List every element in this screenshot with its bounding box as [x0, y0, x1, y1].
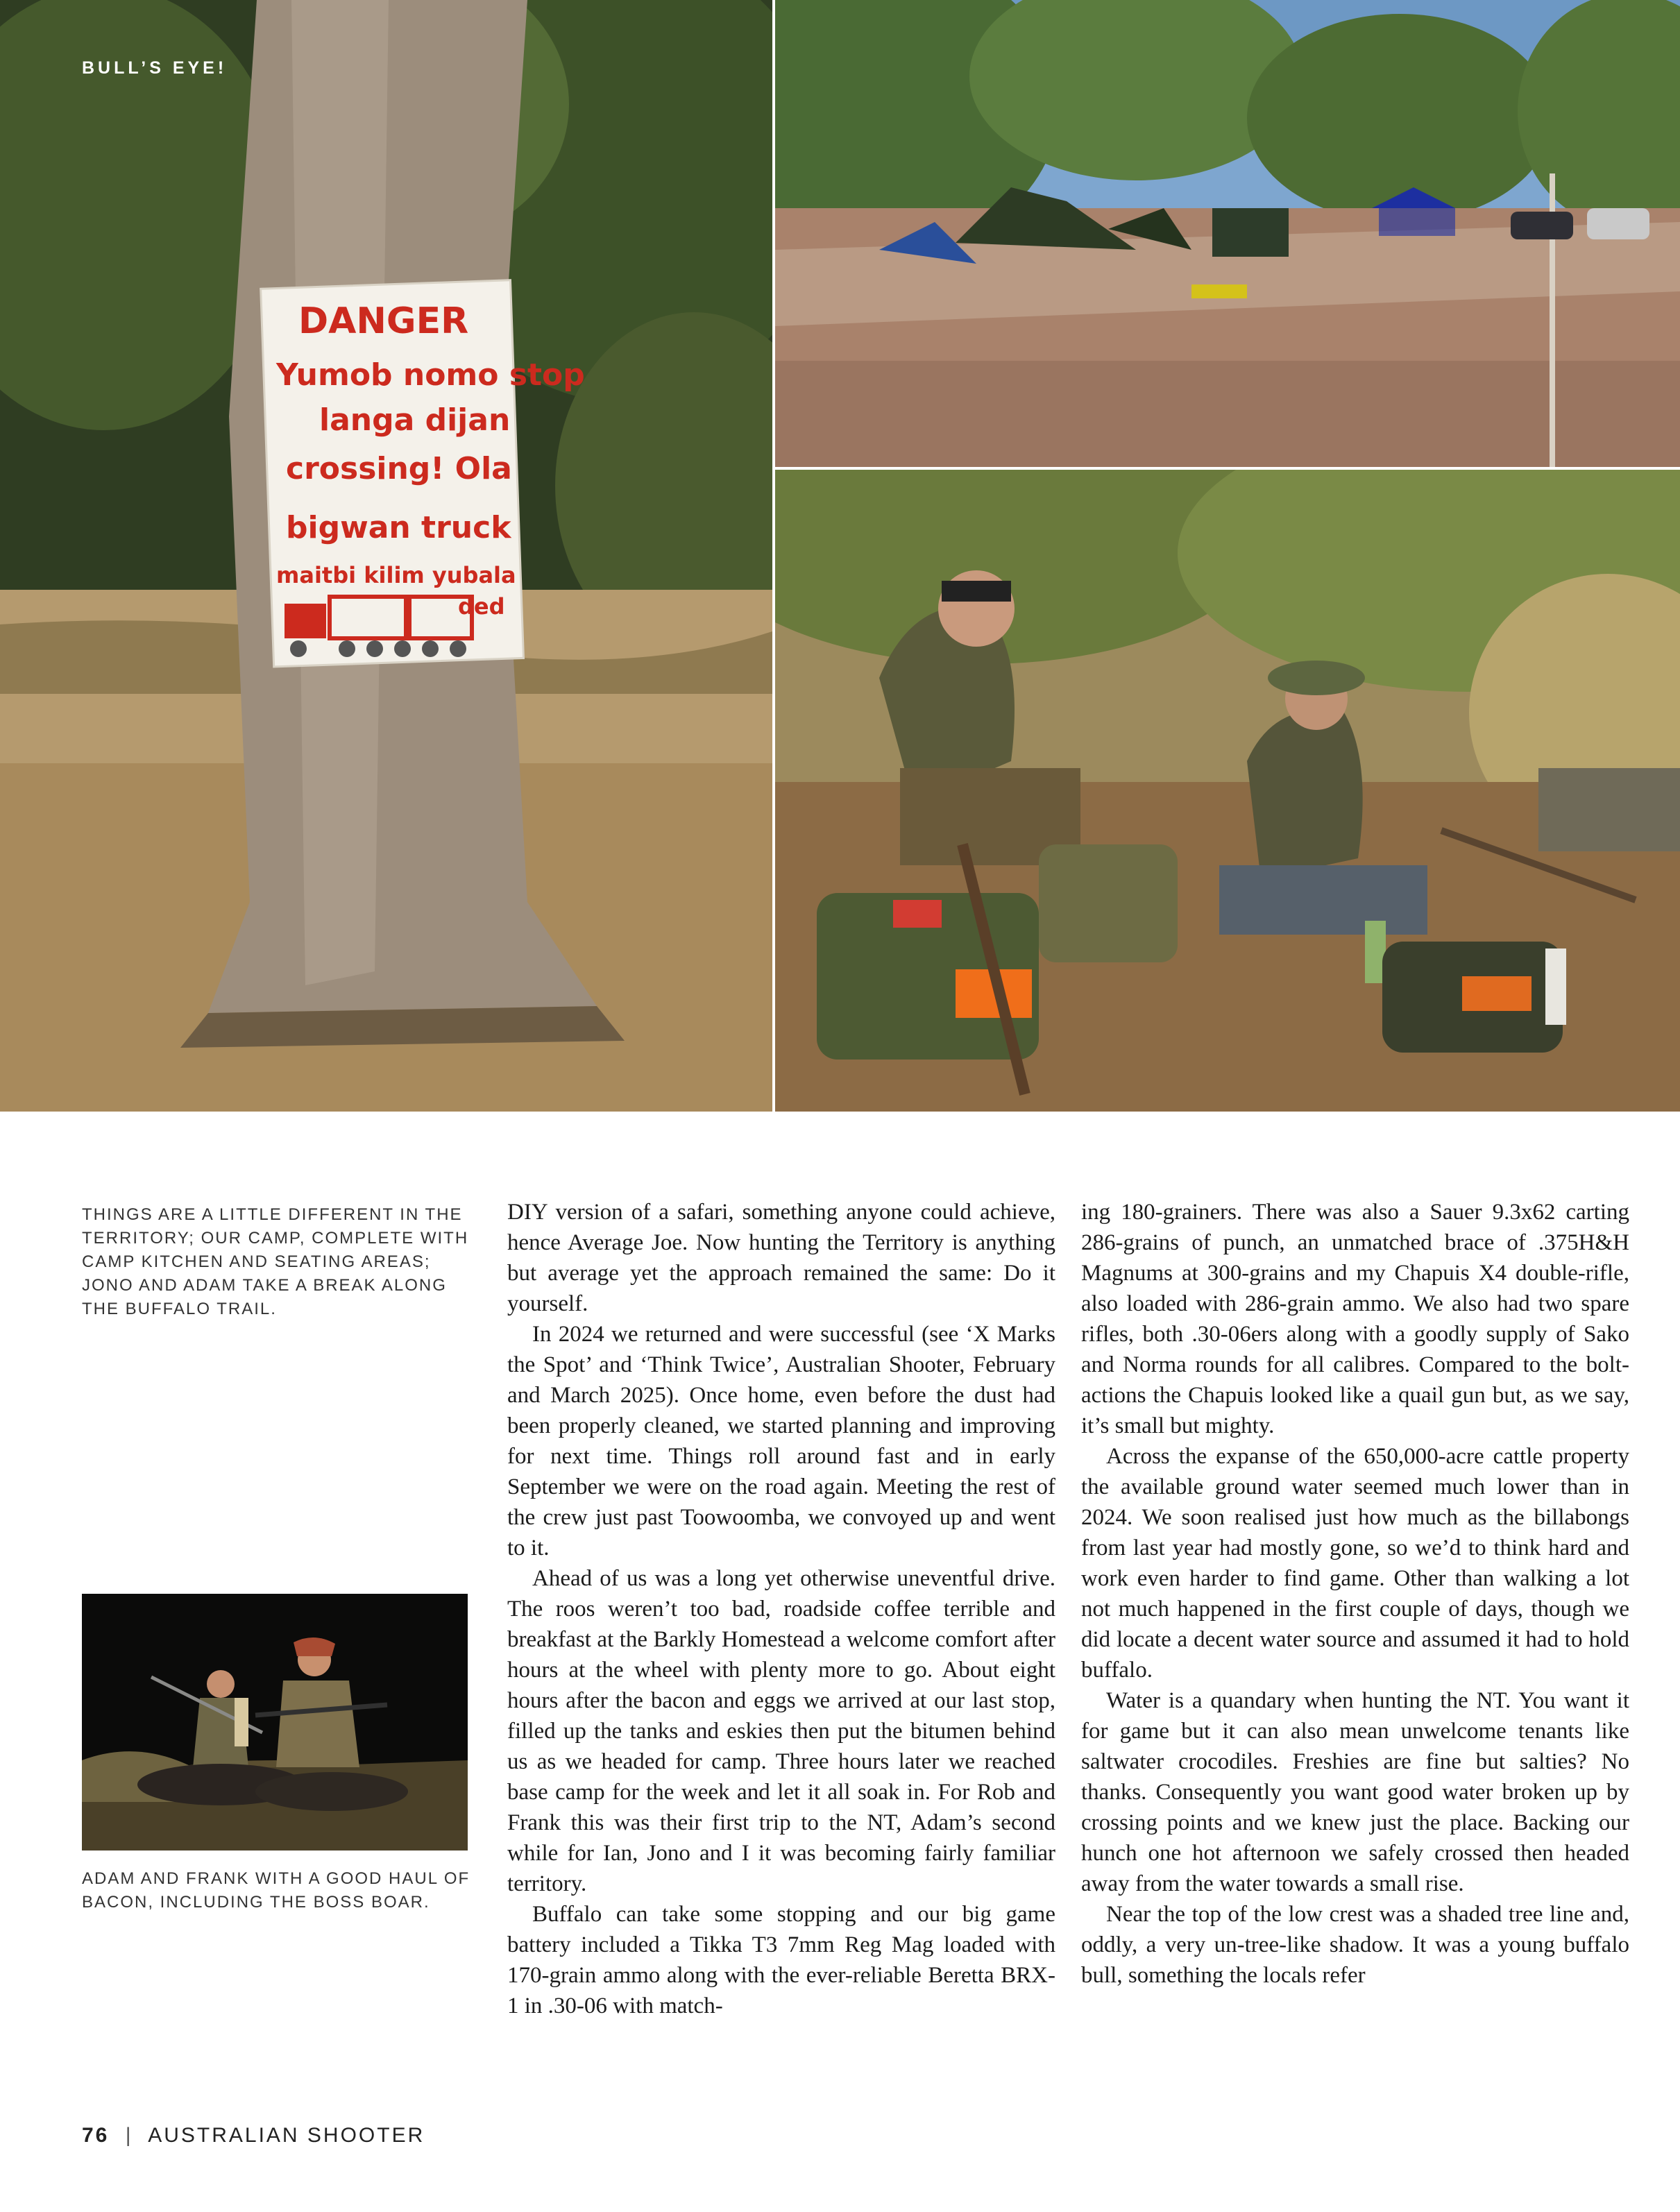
page-footer	[82, 2124, 425, 2147]
photo-night-boar-haul	[82, 1594, 468, 1851]
article-paragraph: In 2024 we returned and were successful (see ‘X Marks the Spot’ and ‘Think Twice’, Australian Shooter, February and March 2025). Once home, even before the dust had been properly cleaned, we started planning and improving for next time. Things roll around fast and in early September we were on the road again. Meeting the rest of the crew just past Toowoomba, we convoyed up and went to it.	[507, 1322, 1055, 1560]
photo-caption-top: THINGS ARE A LITTLE DIFFERENT IN THE TERRITORY; OUR CAMP, COMPLETE WITH CAMP KITCHEN AND SEATING AREAS; JONO AND ADAM TAKE A BREAK ALONG THE BUFFALO TRAIL.	[82, 1205, 469, 1318]
article-paragraph: Across the expanse of the 650,000-acre cattle property the available ground water seemed much lower than in 2024. We soon realised just how much as the billabongs from last year had mostly gone, so we’d to think hard and work even harder to find game. Other than walking a lot not much happened in the first couple of days, though we did locate a decent water source and assumed it had to hold buffalo.	[1081, 1444, 1629, 1683]
article-paragraph: Buffalo can take some stopping and our big game battery included a Tikka T3 7mm Reg Mag loaded with 170-grain ammo along with the ever-reliable Beretta BRX-1 in .30-06 with match-	[507, 1902, 1055, 2018]
page-number: 76	[82, 2124, 110, 2147]
sign-text-line-4: crossing! Ola	[286, 451, 512, 486]
article-paragraph: DIY version of a safari, something anyone could achieve, hence Average Joe. Now hunting the Territory is anything but average yet the approach remained the same: Do it yourself.	[507, 1200, 1055, 1316]
sign-text-line-2: Yumob nomo stop	[276, 357, 585, 393]
section-label: BULL’S EYE!	[82, 58, 228, 78]
publication-name: AUSTRALIAN SHOOTER	[148, 2124, 425, 2147]
photo-caption-bottom: ADAM AND FRANK WITH A GOOD HAUL OF BACON, INCLUDING THE BOSS BOAR.	[82, 1869, 470, 1912]
photo-hunters-resting	[775, 470, 1680, 1112]
article-paragraph: Water is a quandary when hunting the NT. You want it for game but it can also mean unwelcome tenants like saltwater crocodiles. Freshies are fine but salties? No thanks. Consequently you want good water broken up by crossing points and we knew just the place. Backing our hunch one hot afternoon we safely crossed then headed away from the water towards a small rise.	[1081, 1688, 1629, 1896]
photo-campsite	[775, 0, 1680, 467]
article-column-middle	[507, 1197, 1055, 2021]
footer-separator: |	[125, 2124, 133, 2147]
sign-text-line-7: ded	[458, 593, 505, 620]
article-paragraph: Near the top of the low crest was a shaded tree line and, oddly, a very un-tree-like shadow. It was a young buffalo bull, something the locals refer	[1081, 1902, 1629, 1988]
sign-text-line-1: DANGER	[298, 300, 469, 342]
sign-text-line-5: bigwan truck	[286, 510, 511, 545]
article-paragraph: ing 180-grainers. There was also a Sauer 9.3x62 carting 286-grains of punch, an unmatched brace of .375H&H Magnums at 300-grains and my Chapuis X4 double-rifle, also loaded with 286-grain ammo. We also had two spare rifles, both .30-06ers along with a goodly supply of Sako and Norma rounds for all calibres. Compared to the bolt-actions the Chapuis looked like a quail gun but, as we say, it’s small but mighty.	[1081, 1200, 1629, 1438]
article-paragraph: Ahead of us was a long yet otherwise uneventful drive. The roos weren’t too bad, roadside coffee terrible and breakfast at the Barkly Homestead a welcome comfort after hours at the wheel with plenty more to go. About eight hours after the bacon and eggs we arrived at our last stop, filled up the tanks and eskies then put the bitumen behind us as we headed for camp. Three hours later we reached base camp for the week and let it all soak in. For Rob and Frank this was their first trip to the NT, Adam’s second while for Ian, Jono and I it was becoming fairly familiar territory.	[507, 1566, 1055, 1896]
article-column-right	[1081, 1197, 1629, 1991]
photo-danger-sign-tree	[0, 0, 772, 1112]
sign-text-line-3: langa dijan	[319, 402, 511, 438]
sign-text-line-6: maitbi kilim yubala	[276, 562, 516, 588]
